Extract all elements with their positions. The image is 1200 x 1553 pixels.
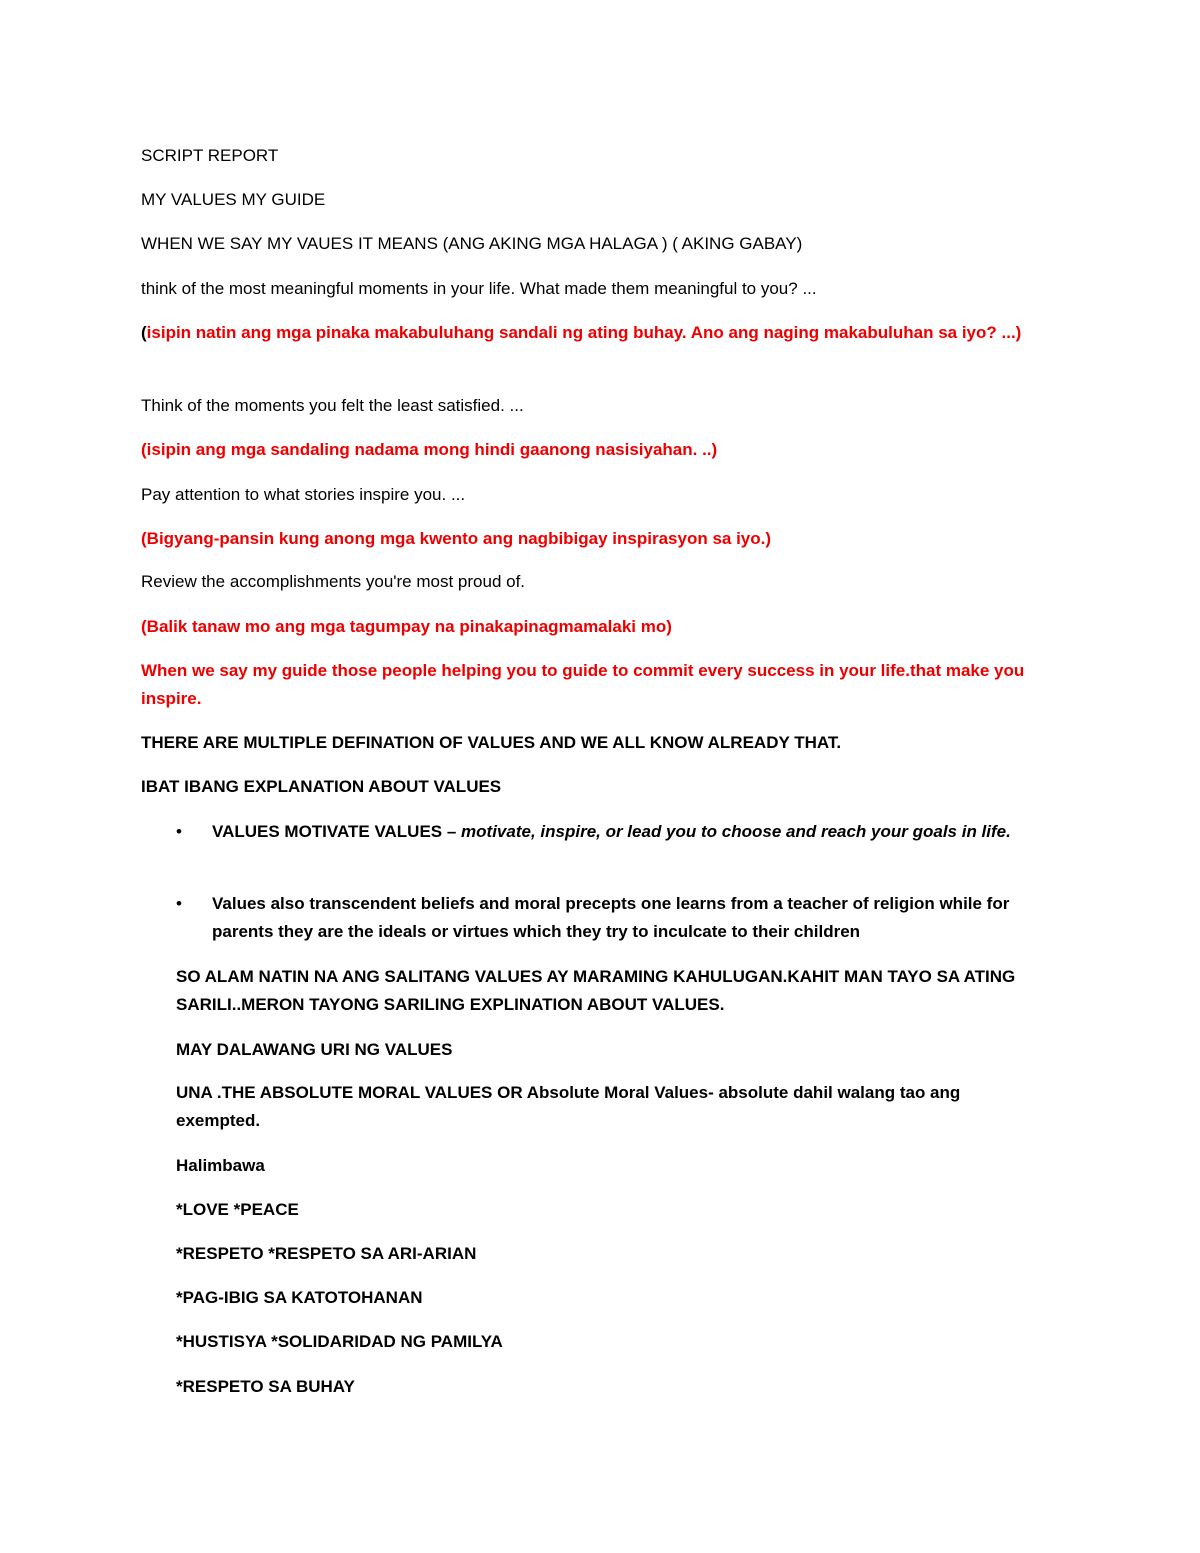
- example-item: *HUSTISYA *SOLIDARIDAD NG PAMILYA: [176, 1332, 503, 1351]
- halimbawa-label: Halimbawa: [176, 1156, 265, 1175]
- explanation-heading: IBAT IBANG EXPLANATION ABOUT VALUES: [141, 777, 502, 796]
- doc-title: SCRIPT REPORT: [141, 146, 279, 165]
- bullet-item-2: [212, 890, 1046, 946]
- doc-subtitle: MY VALUES MY GUIDE: [141, 190, 326, 209]
- question-1-english: think of the most meaningful moments in your life. What made them meaningful to you? ...: [141, 279, 817, 298]
- question-2-english: Think of the moments you felt the least satisfied. ...: [141, 396, 524, 415]
- bullet-2-lead: Values also transcendent beliefs and moral precepts one learns from a teacher of religion while for parents they are the ideals or virtues which they try to inculcate to their children: [212, 894, 1010, 941]
- question-4-tagalog: (Balik tanaw mo ang mga tagumpay na pinakapinagmamalaki mo): [141, 617, 672, 636]
- example-item: *LOVE *PEACE: [176, 1200, 299, 1219]
- example-item: *PAG-IBIG SA KATOTOHANAN: [176, 1288, 423, 1307]
- bullet-marker-2: •: [176, 894, 182, 913]
- question-2-tagalog: (isipin ang mga sandaling nadama mong hindi gaanong nasisiyahan. ..): [141, 440, 718, 459]
- question-1-open-paren: (: [141, 323, 147, 342]
- bullet-1-italic: motivate, inspire, or lead you to choose and reach your goals in life.: [461, 822, 1011, 841]
- una-paragraph: UNA .THE ABSOLUTE MORAL VALUES OR Absolute Moral Values- absolute dahil walang tao ang exempted.: [176, 1083, 961, 1130]
- bullet-1-lead: VALUES MOTIVATE VALUES –: [212, 822, 462, 841]
- question-1-tagalog: [141, 319, 1046, 347]
- multiple-definition-line: THERE ARE MULTIPLE DEFINATION OF VALUES AND WE ALL KNOW ALREADY THAT.: [141, 733, 842, 752]
- intro-line: WHEN WE SAY MY VAUES IT MEANS (ANG AKING MGA HALAGA ) ( AKING GABAY): [141, 234, 803, 253]
- question-3-tagalog: (Bigyang-pansin kung anong mga kwento ang nagbibigay inspirasyon sa iyo.): [141, 529, 772, 548]
- so-alam-paragraph: SO ALAM NATIN NA ANG SALITANG VALUES AY MARAMING KAHULUGAN.KAHIT MAN TAYO SA ATING SARILI..MERON TAYONG SARILING EXPLINATION ABOUT VALUES.: [176, 967, 1016, 1014]
- question-3-english: Pay attention to what stories inspire you. ...: [141, 485, 466, 504]
- question-1-tagalog-text: isipin natin ang mga pinaka makabuluhang sandali ng ating buhay. Ano ang naging makabuluhan sa iyo? ...): [146, 323, 1022, 342]
- guide-statement: When we say my guide those people helping you to guide to commit every success in your life.that make you inspire.: [141, 661, 1025, 708]
- may-dalawang-line: MAY DALAWANG URI NG VALUES: [176, 1040, 453, 1059]
- question-4-english: Review the accomplishments you're most proud of.: [141, 572, 526, 591]
- example-item: *RESPETO *RESPETO SA ARI-ARIAN: [176, 1244, 477, 1263]
- bullet-marker-1: •: [176, 822, 182, 841]
- example-item: *RESPETO SA BUHAY: [176, 1377, 355, 1396]
- bullet-item-1: [212, 818, 1046, 846]
